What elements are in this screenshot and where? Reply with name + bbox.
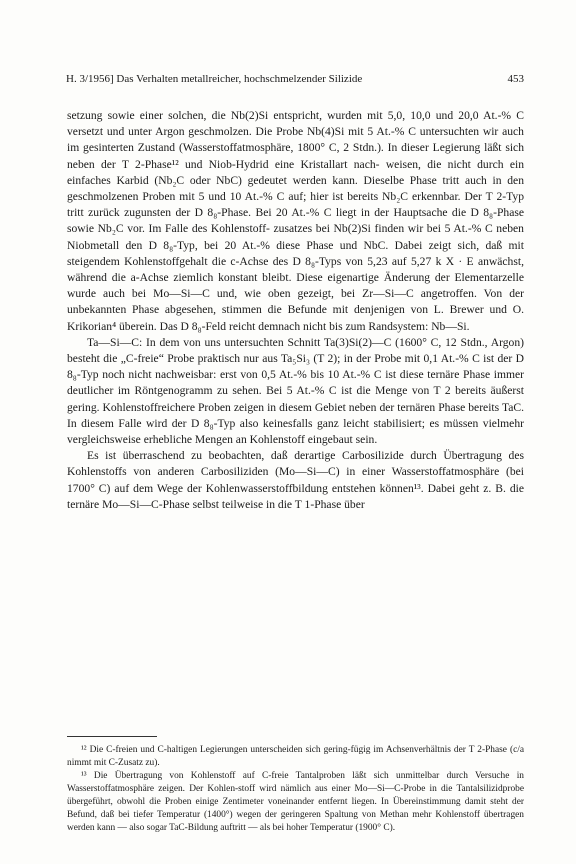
main-text <box>67 108 524 513</box>
text-line: tritt zurück zugunsten der D 8₈-Phase. Bei 20 At.-% C liegt in der <box>67 206 394 220</box>
text-line: Hauptsache die D 8₈-Phase sowie Nb₂C vor. Im Falle des Kohlenstoff- <box>67 206 524 236</box>
text-line: ist die Menge von T 2 bereits äußerst gering. Kohlenstoffreichere Proben <box>67 384 525 414</box>
text-line: und O. Krikorian⁴ überein. Das D 8₈-Feld reicht demnach nicht bis <box>67 303 524 333</box>
text-line: vielmehr vergleichsweise erhebliche Mengen an Kohlenstoff eingebaut <box>67 416 524 447</box>
text-line: Nb(4)Si mit 5 At.-% C untersuchten wir auch im gesinterten Zustand <box>67 125 524 155</box>
text-line: 10,0 und 20,0 At.-% C versetzt und unter Argon geschmolzen. Die Probe <box>67 109 524 139</box>
text-line: Phase abgesehen, stimmen die Befunde mit denjenigen von L. Brewer <box>132 303 490 317</box>
footnotes <box>67 744 524 835</box>
text-line: mit steigendem Kohlenstoffgehalt die c-Achse des D 8₈-Typs von 5,23 <box>67 238 524 268</box>
text-line: aus Ta₅Si₃ (T 2); in der Probe mit 0,1 At.-% C ist der D 8₈-Typ noch <box>67 352 525 382</box>
text-line: Es ist überraschend zu beobachten, daß derartige Carbosilizide <box>87 449 411 463</box>
text-line: nicht nachweisbar: erst von 0,5 At.-% bis 10 At.-% C ist diese ternäre <box>128 368 464 382</box>
paragraph-nb-si-c <box>67 108 524 335</box>
footnote-13: ¹³ Die Übertragung von Kohlenstoff auf C-freie Tantalproben läßt sich unmittelbar durch Versuche in Wasserstoffatmosphäre zeigen. Der Kohlen-stoff wird nämlich aus einer Mo—Si—C-Probe in die Tantalsilizidprobe übergeführt, obwohl die Proben einige Zentimeter voneinander entfernt liegen. In Übereinstimmung damit steht der Befund, daß bei tiefer Temperatur (1400°) wegen der geringeren Spaltung von Methan mehr Kohlenstoff übertragen werden kann — also sogar TaC-Bildung auftritt — als bei hoher Temperatur (1900° C). <box>67 771 524 833</box>
text-line: und, wie oben gezeigt, bei Zr—Si—C angetroffen. Von der unbekannten <box>67 287 524 317</box>
text-line: (Wasserstoffatmosphäre, 1800° C, 2 Stdn.). In dieser Legierung läßt <box>178 141 506 155</box>
text-line: sein. <box>355 433 378 447</box>
text-line: setzung sowie einer solchen, die Nb(2)Si entspricht, wurden mit 5,0, <box>67 109 411 122</box>
text-line: Ta—Si—C: In dem von uns untersuchten Schnitt Ta(3)Si(2)—C <box>87 335 396 349</box>
text-line: (Mo—Si—C) in einer Wasserstoffatmosphäre (bei 1700° C) auf dem <box>67 465 524 495</box>
text-line: Wege der Kohlenwasserstoffbildung entstehen können¹³. Dabei geht <box>156 481 484 495</box>
page-number: 453 <box>507 73 524 85</box>
text-line: weisen, die nicht durch ein einfaches Karbid (Nb₂C oder NbC) gedeutet <box>67 157 524 187</box>
paragraph-carbosilicide <box>67 448 524 513</box>
footnote-12: ¹² Die C-freien und C-haltigen Legierungen unterscheiden sich gering-fügig im Achsenverhältnis der T 2-Phase (c/a nimmt mit C-Zusatz zu). <box>67 745 524 768</box>
text-line: Falle wird der D 8₈-Typ also keinesfalls ganz leicht stabilisiert; es müssen <box>118 416 483 430</box>
text-line: Diese eigenartige Änderung der Elementarzelle wurde auch bei Mo—Si—C <box>67 271 524 301</box>
text-line: Phase immer deutlicher im Röntgenogramm zu sehen. Bei 5 At.-% C <box>67 368 524 398</box>
text-line: zusatzes bei Nb(2)Si finden wir bei 5 At.-% C neben Niobmetall den <box>67 222 524 252</box>
text-line: D 8₈-Typ, bei 20 At.-% diese Phase und NbC. Dabei zeigt sich, daß <box>148 238 509 252</box>
text-line: auf 5,27 k X · E anwächst, während die a-Achse ziemlich konstant bleibt. <box>67 254 524 285</box>
running-header <box>56 70 524 88</box>
text-line: z. B. die ternäre Mo—Si—C-Phase selbst teilweise in die T 1-Phase über <box>67 481 524 511</box>
text-line: zum Randsystem: Nb—Si. <box>345 319 470 333</box>
text-line: zeigen in diesem Gebiet neben der ternären Phase bereits TaC. In diesem <box>67 400 524 430</box>
text-line: (1600° C, 12 Stdn., Argon) besteht die „C-freie“ Probe praktisch nur <box>67 335 525 366</box>
text-line: mit 5 und 10 At.-% C auf; hier ist bereits Nb₂C erkennbar. Der T 2-Typ <box>179 190 524 204</box>
footnote-divider <box>67 736 157 737</box>
text-line: werden kann. Dieselbe Phase tritt auch in den geschmolzenen Proben <box>67 173 524 204</box>
text-line: durch Übertragung des Kohlenstoffs von anderen Carbosiliziden <box>67 449 524 479</box>
paragraph-ta-si-c <box>67 335 524 448</box>
text-line: sich neben der T 2-Phase¹² und Niob-Hydrid eine Kristallart nach- <box>67 141 525 171</box>
running-header-title: H. 3/1956] Das Verhalten metallreicher, hochschmelzender Silizide <box>66 73 363 85</box>
